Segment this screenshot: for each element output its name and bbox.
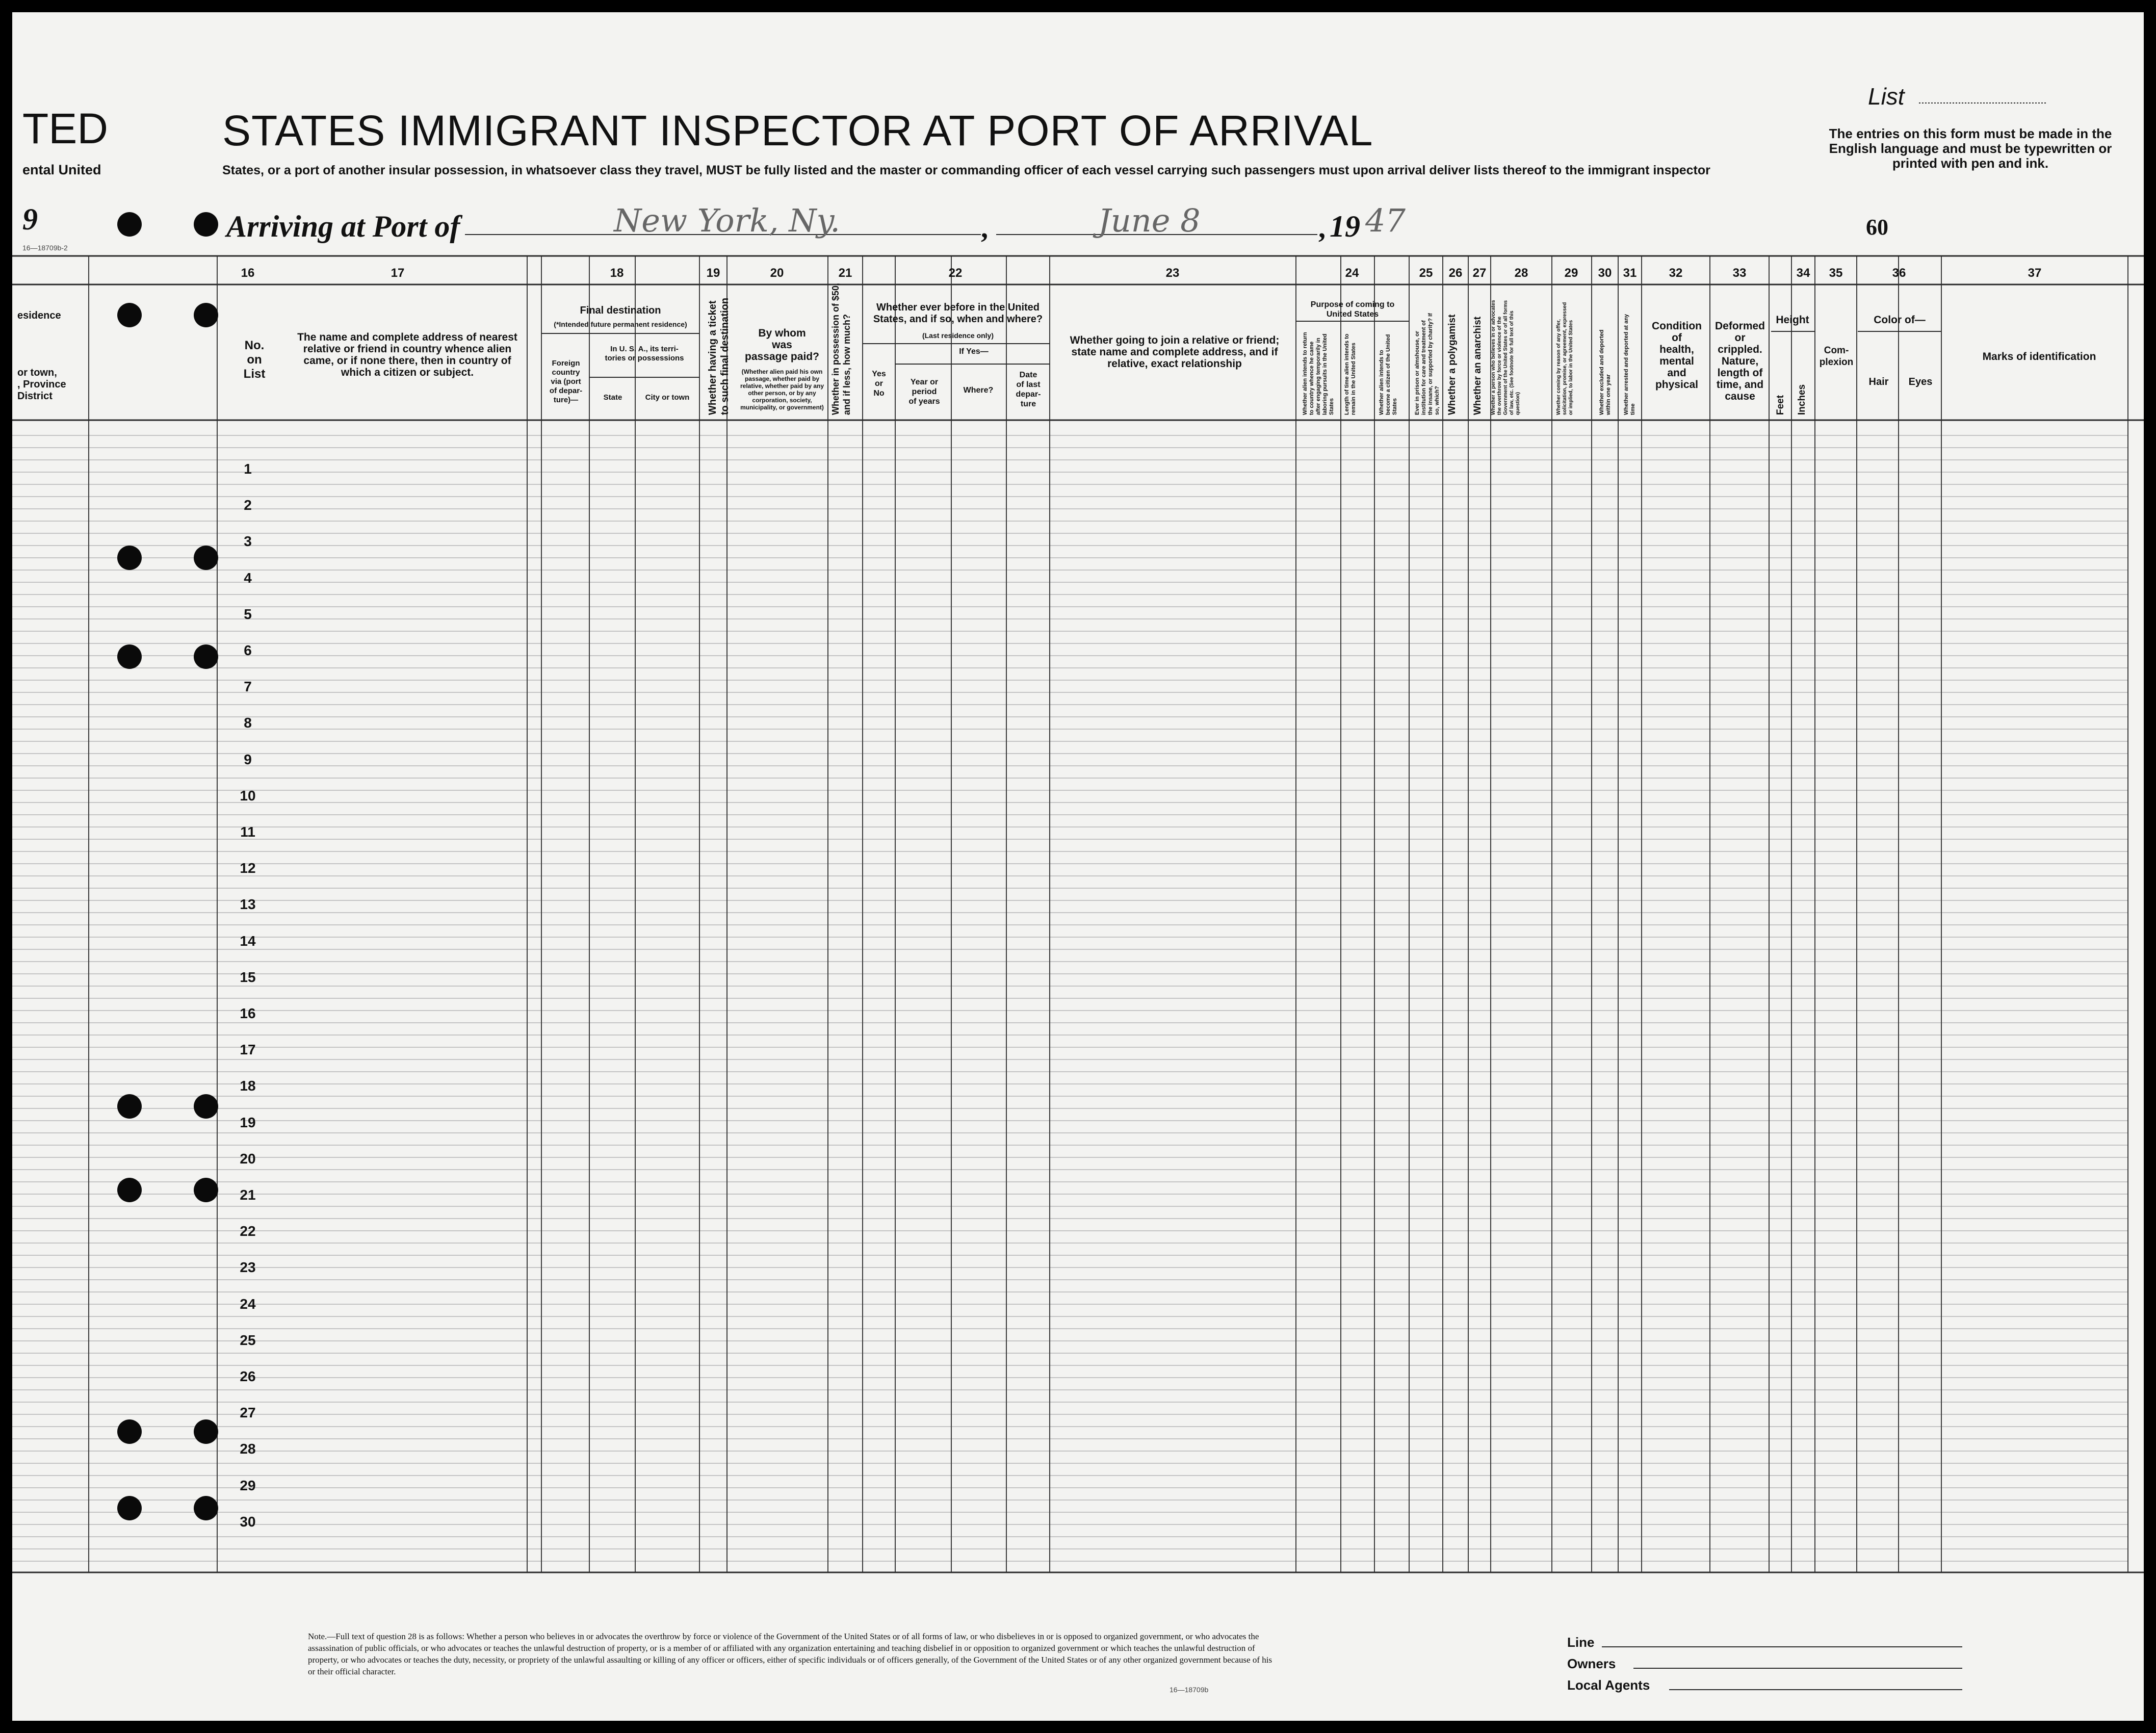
row-number: 8 (244, 715, 252, 731)
header-town-fragment: or town, , Province District (17, 367, 66, 402)
punch-hole (117, 212, 142, 237)
row-number: 30 (240, 1513, 256, 1530)
page-number: 60 (1866, 215, 1888, 240)
header-no-on-list: No. on List (243, 339, 266, 381)
row-number: 3 (244, 533, 252, 550)
column-number: 16 (241, 266, 255, 280)
header-ever-before: Whether ever before in the United States, and if so, when and where? (873, 302, 1043, 325)
header-year-period: Year or period of years (908, 378, 940, 406)
punch-hole (117, 644, 142, 669)
list-label: List (1868, 83, 1905, 110)
row-number: 12 (240, 860, 256, 876)
header-if-yes: If Yes— (959, 347, 989, 356)
left-fragment-title: TED (22, 105, 108, 152)
punch-hole (194, 1496, 218, 1520)
punch-hole (194, 644, 218, 669)
year-printed: 19 (1330, 210, 1360, 243)
column-number: 18 (610, 266, 624, 280)
header-color-of: Color of— (1874, 314, 1926, 326)
header-purpose-return: Whether alien intends to return to country whence he came after engaging temporarily in laboring pursuits in the United States (1302, 332, 1335, 415)
port-handwritten: New York, Ny. (614, 202, 840, 239)
punch-hole (194, 546, 218, 570)
row-number: 9 (244, 751, 252, 767)
column-number: 25 (1419, 266, 1433, 280)
header-nearest-relative: The name and complete address of nearest relative or friend in country whence alien came, or if none there, then in country of which a citizen or subject. (297, 331, 517, 378)
form-subtitle: States, or a port of another insular possession, in whatsoever class they travel, MUST be fully listed and the master or commanding officer of each vessel carrying such passengers must upon arrival deliver lists thereof to the immigrant inspector (222, 163, 1710, 177)
row-number: 15 (240, 969, 256, 985)
row-number: 11 (240, 824, 255, 840)
punch-hole (194, 1094, 218, 1119)
header-fifty-dollars: Whether in possession of $50, and if less, how much? (830, 282, 852, 415)
column-number: 31 (1623, 266, 1637, 280)
punch-hole (117, 1496, 142, 1520)
row-number: 6 (244, 642, 252, 658)
header-question-28: Whether a person who believes in or advocates the overthrow by force or violence of the Government of the United States or of all forms of law, etc. (See footnote for full text of this question) (1491, 300, 1521, 415)
arriving-label: Arriving at Port of (226, 210, 460, 243)
comma: , (981, 213, 988, 244)
column-number: 20 (770, 266, 784, 280)
footnote-question-28: Note.—Full text of question 28 is as follows: Whether a person who believes in or advocates the overthrow by force or violence of the Government of the United States or of all forms of law, or who disbelieves in or is opposed to organized government, or who advocates the assassination of public officials, or who advocates or teaches the unlawful destruction of property, or is a member of or affiliated with any organization entertaining and teaching disbelief in or opposition to organized government or which teaches the unlawful destruction of property, or who advocates or teaches the duty, necessity, or propriety of the unlawful assaulting or killing of any officer or officers, either of specific individuals or of officers generally, of the Government of the United States or of any other organized government because of his or their official character. (308, 1632, 1272, 1676)
punch-hole (194, 212, 218, 237)
punch-hole (117, 303, 142, 327)
punch-hole (117, 1178, 142, 1202)
row-number: 2 (244, 497, 252, 513)
local-agents-label: Local Agents (1567, 1677, 1650, 1693)
row-number: 28 (240, 1441, 256, 1457)
header-residence-fragment: esidence (17, 310, 61, 321)
comma-2: , (1318, 213, 1326, 244)
header-foreign-country: Foreign country via (port of depar- ture)— (549, 359, 583, 404)
row-number: 23 (240, 1259, 256, 1276)
date-handwritten: June 8 (1098, 202, 1201, 239)
header-inches: Inches (1797, 384, 1807, 415)
row-number: 21 (240, 1187, 256, 1203)
column-number: 21 (838, 266, 852, 280)
row-number: 16 (240, 1005, 256, 1021)
header-ticket: Whether having a ticket to such final destination (707, 297, 731, 415)
header-height: Height (1776, 314, 1809, 326)
row-number: 18 (240, 1078, 256, 1094)
column-number: 17 (391, 266, 405, 280)
header-purpose-citizen: Whether alien intends to become a citizen of the United States (1379, 334, 1398, 415)
header-purpose-length: Length of time alien intends to remain in the United States (1344, 333, 1357, 415)
header-going-to-join: Whether going to join a relative or friend; state name and complete address, and if relative, exact relationship (1070, 334, 1280, 370)
form-number-footer: 16—18709b (1170, 1686, 1209, 1694)
left-margin-digit: 9 (22, 202, 38, 236)
punch-hole (117, 1094, 142, 1119)
row-number: 14 (240, 933, 256, 949)
header-state: State (603, 393, 622, 402)
punch-hole (117, 1419, 142, 1444)
header-complexion: Com- plexion (1819, 345, 1854, 368)
header-eyes: Eyes (1908, 376, 1933, 387)
header-health: Condition of health, mental and physical (1652, 320, 1702, 391)
column-number: 36 (1892, 266, 1906, 280)
row-number: 4 (244, 570, 252, 586)
header-deformed: Deformed or crippled. Nature, length of time, and cause (1715, 320, 1765, 402)
header-excluded: Whether excluded and deported within one year (1599, 329, 1612, 415)
header-prison: Ever in prison or almshouse, or institution for care and treatment of the insane, or supported by charity? If so, which? (1414, 313, 1440, 415)
header-passage-paid: By whom was passage paid? (745, 327, 819, 363)
punch-hole (194, 303, 218, 327)
header-polygamist: Whether a polygamist (1447, 314, 1458, 415)
column-number: 28 (1514, 266, 1528, 280)
header-passage-paid-note: (Whether alien paid his own passage, whether paid by relative, whether paid by any other person, or by any corporation, society, municipality, or government) (740, 368, 824, 411)
header-purpose: Purpose of coming to United States (1310, 300, 1395, 319)
owners-label: Owners (1567, 1656, 1616, 1671)
row-number: 27 (240, 1405, 256, 1421)
row-number: 22 (240, 1223, 256, 1239)
row-number: 25 (240, 1332, 256, 1348)
column-number: 27 (1472, 266, 1487, 280)
form-number-top: 16—18709b-2 (22, 244, 68, 252)
row-number: 1 (244, 461, 252, 477)
row-number: 29 (240, 1477, 256, 1493)
column-number: 19 (706, 266, 720, 280)
row-number: 24 (240, 1296, 256, 1312)
column-number: 23 (1165, 266, 1180, 280)
header-anarchist: Whether an anarchist (1472, 316, 1483, 415)
header-arrested: Whether arrested and deported at any time (1623, 314, 1636, 415)
header-feet: Feet (1775, 395, 1786, 415)
header-last-residence: (Last residence only) (922, 331, 994, 340)
header-labor-offer: Whether coming by reason of any offer, solicitation, promise, or agreement, expressed or implied, to labor in the United States (1556, 302, 1574, 415)
header-where: Where? (963, 386, 994, 395)
column-number: 30 (1598, 266, 1612, 280)
row-number: 7 (244, 679, 252, 695)
column-number: 24 (1345, 266, 1359, 280)
row-number: 17 (240, 1042, 256, 1058)
form-title: STATES IMMIGRANT INSPECTOR AT PORT OF ARRIVAL (222, 107, 1373, 154)
punch-hole (194, 1419, 218, 1444)
column-number: 32 (1669, 266, 1683, 280)
row-number: 5 (244, 606, 252, 622)
row-number: 26 (240, 1368, 256, 1384)
punch-hole (117, 546, 142, 570)
column-number: 34 (1796, 266, 1810, 280)
header-final-destination: Final destination (580, 305, 661, 316)
column-number: 35 (1829, 266, 1843, 280)
column-number: 26 (1448, 266, 1463, 280)
row-number: 20 (240, 1150, 256, 1167)
row-number: 10 (240, 787, 256, 804)
manifest-sheet (12, 12, 2144, 1721)
header-final-destination-note: (*Intended future permanent residence) (554, 320, 687, 328)
year-handwritten: 47 (1365, 202, 1406, 239)
column-number: 37 (2028, 266, 2042, 280)
column-number: 29 (1564, 266, 1578, 280)
row-number: 19 (240, 1114, 256, 1130)
header-in-usa: In U. S. A., its terri- tories or possessions (605, 345, 684, 363)
header-city: City or town (645, 393, 690, 402)
left-fragment-subtitle: ental United (22, 162, 101, 177)
line-label: Line (1567, 1635, 1595, 1650)
column-number: 33 (1732, 266, 1747, 280)
header-yes-or-no: Yes or No (872, 370, 886, 398)
column-number: 22 (948, 266, 963, 280)
row-number: 13 (240, 896, 256, 913)
english-notice: The entries on this form must be made in the English language and must be typewritten or printed with pen and ink. (1829, 126, 2112, 171)
header-date-departure: Date of last depar- ture (1016, 371, 1041, 408)
header-hair: Hair (1868, 376, 1889, 387)
header-marks-identification: Marks of identification (1982, 351, 2096, 363)
punch-hole (194, 1178, 218, 1202)
